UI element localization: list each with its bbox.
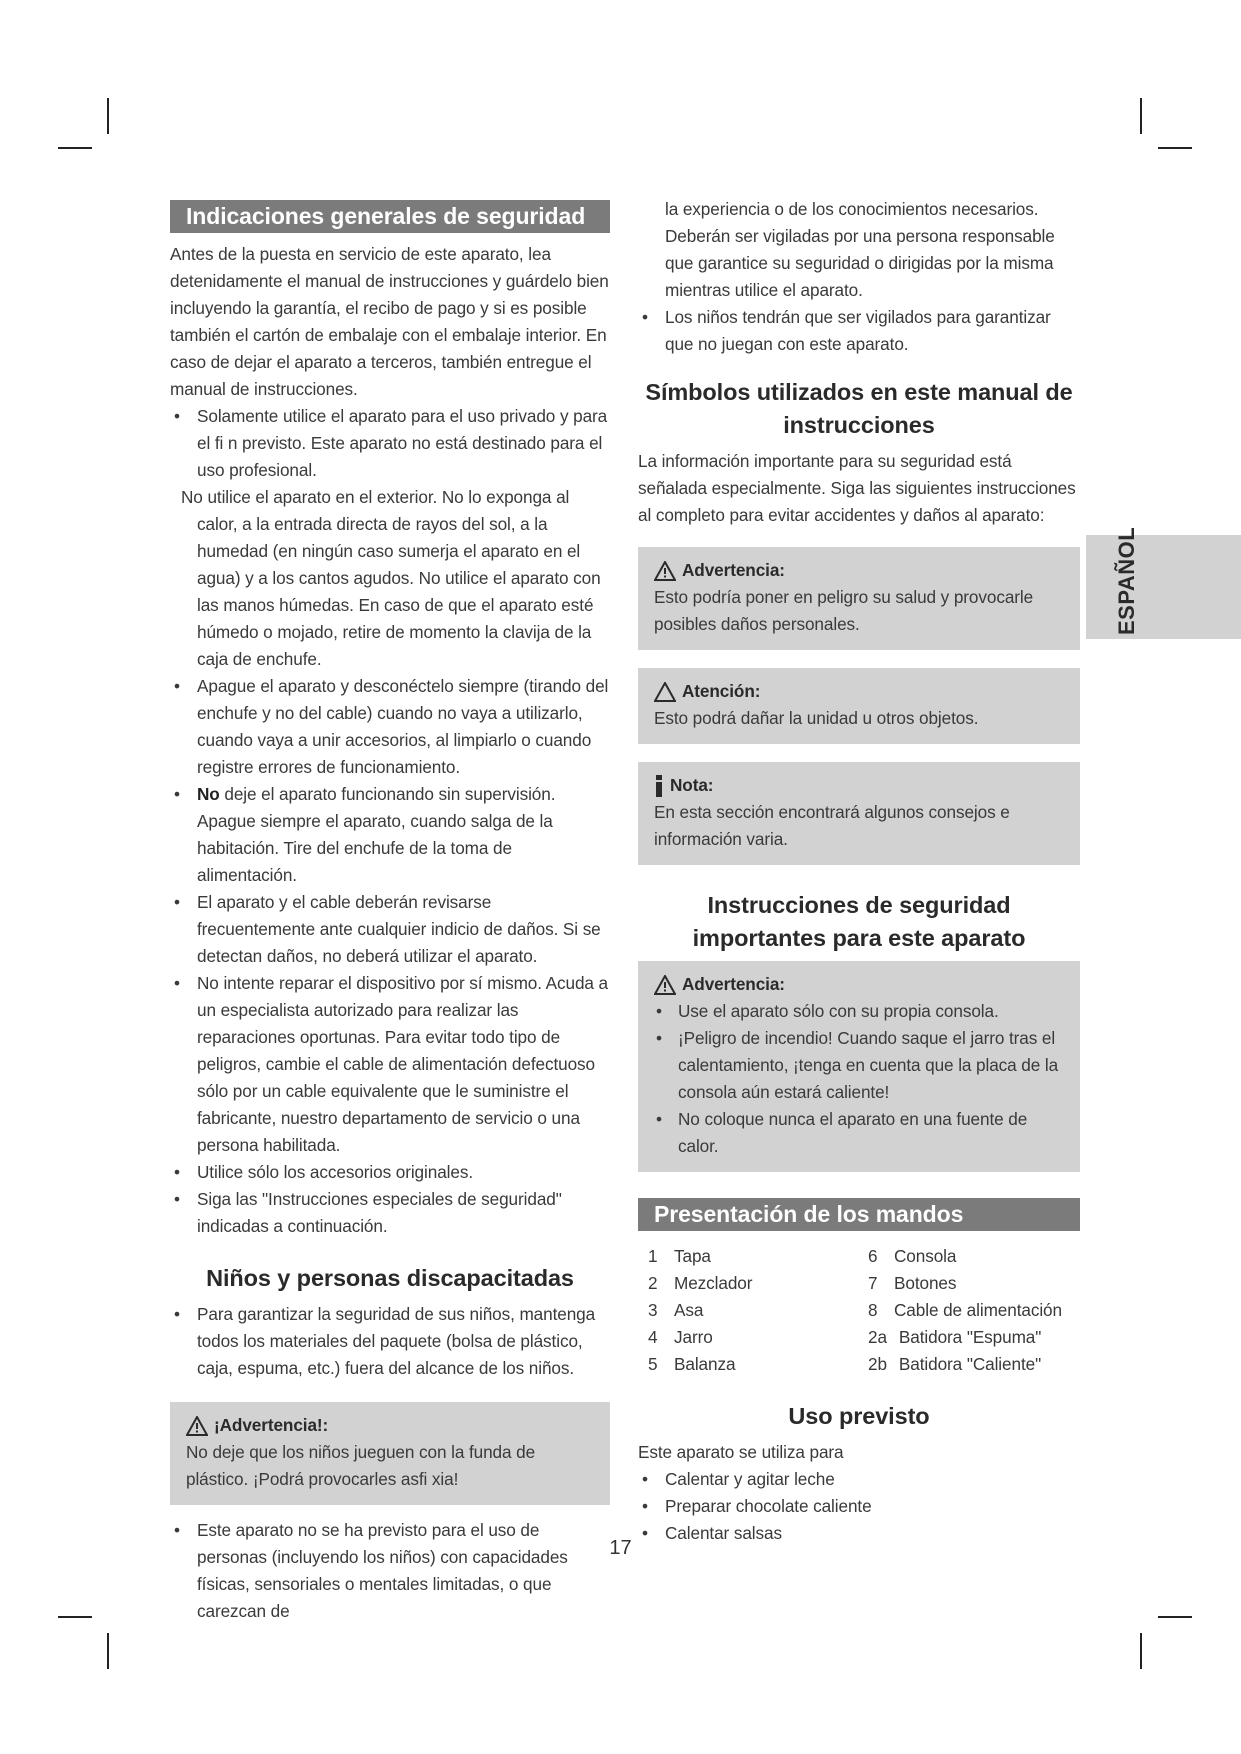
part-label: Tapa — [674, 1246, 711, 1266]
part-label: Jarro — [674, 1327, 713, 1347]
list-item: • El aparato y el cable deberán revisarse frecuentemente ante cualquier indicio de daños. Si se detectan daños, no deberá utilizar el aparato. — [170, 889, 610, 970]
use-list — [638, 1466, 1080, 1547]
part-item — [638, 1243, 858, 1270]
list-item: No utilice el aparato en el exterior. No lo exponga al calor, a la entrada directa de rayos del sol, a la humedad (en ningún caso sumerja el aparato en el agua) y a los cantos agudos. No utilice el aparato con las manos húmedas. En caso de que el aparato esté húmedo o mojado, retire de momento la clavija de la caja de enchufe. — [181, 487, 601, 669]
list-item: • Use el aparato sólo con su propia consola. — [654, 998, 1064, 1025]
part-label: Mezclador — [674, 1273, 753, 1293]
part-number: 7 — [868, 1273, 878, 1293]
part-label: Batidora "Caliente" — [898, 1354, 1042, 1374]
nota-title — [654, 772, 1064, 799]
part-number: 1 — [648, 1246, 658, 1266]
part-item — [858, 1243, 1080, 1270]
warning-box — [170, 1402, 610, 1505]
part-item — [858, 1270, 1080, 1297]
list-item: • Preparar chocolate caliente — [638, 1493, 1080, 1520]
language-tab — [1086, 526, 1241, 639]
symbols-heading: Símbolos utilizados en este manual de instrucciones — [645, 379, 1073, 438]
part-number: 3 — [648, 1300, 658, 1320]
disabled-list — [170, 1517, 610, 1625]
list-item: • Siga las "Instrucciones especiales de seguridad" indicadas a continuación. — [170, 1186, 610, 1240]
crop-mark — [1158, 147, 1192, 149]
warning-title-text: ¡Advertencia!: — [214, 1415, 329, 1435]
use-intro: Este aparato se utiliza para — [638, 1442, 844, 1462]
list-item: • Solamente utilice el aparato para el uso privado y para el fi n previsto. Este aparato no está destinado para el uso profesional. — [170, 403, 610, 484]
list-item: • No intente reparar el dispositivo por sí mismo. Acuda a un especialista autorizado para realizar las reparaciones oportunas. Para evitar todo tipo de peligros, cambie el cable de alimentación defectuoso sólo por un cable equivalente que le suministre el fabricante, nuestro departamento de servicio o una persona habilitada. — [170, 970, 610, 1159]
list-item-text: deje el aparato funcionando sin supervisión. Apague siempre el aparato, cuando salga de la habitación. Tire del enchufe de la toma de alimentación. — [197, 784, 556, 885]
nota-title-text: Nota: — [670, 775, 714, 795]
safety-list — [170, 403, 610, 484]
caution-triangle-icon — [654, 682, 676, 702]
part-label: Botones — [894, 1273, 957, 1293]
crop-mark — [107, 1633, 109, 1669]
advertencia-title-text: Advertencia: — [682, 560, 785, 580]
part-label: Batidora "Espuma" — [898, 1327, 1042, 1347]
part-label: Balanza — [674, 1354, 736, 1374]
warning-text: No deje que los niños jueguen con la funda de plástico. ¡Podrá provocarles asfi xia! — [186, 1442, 536, 1489]
list-item: • Los niños tendrán que ser vigilados para garantizar que no juegan con este aparato. — [638, 304, 1080, 358]
list-item: • Apague el aparato y desconéctelo siempre (tirando del enchufe y no del cable) cuando no vaya a utilizarlo, cuando vaya a unir accesorios, al limpiarlo o cuando registre errores de funcionamiento. — [170, 673, 610, 781]
important-heading: Instrucciones de seguridad importantes para este aparato — [692, 892, 1026, 951]
part-number: 2a — [868, 1327, 887, 1347]
list-item: • ¡Peligro de incendio! Cuando saque el jarro tras el calentamiento, ¡tenga en cuenta que la placa de la consola aún estará caliente! — [654, 1025, 1064, 1106]
warning-triangle-icon — [654, 975, 676, 995]
nota-box — [638, 762, 1080, 865]
list-item: • Para garantizar la seguridad de sus niños, mantenga todos los materiales del paquete (bolsa de plástico, caja, espuma, etc.) fuera del alcance de los niños. — [170, 1301, 610, 1382]
part-item — [638, 1351, 858, 1378]
part-item — [858, 1351, 1080, 1378]
important-warning-title-text: Advertencia: — [682, 974, 785, 994]
part-number: 6 — [868, 1246, 878, 1266]
part-label: Consola — [894, 1246, 957, 1266]
warning-title — [186, 1412, 594, 1439]
list-item: • Calentar salsas — [638, 1520, 1080, 1547]
language-tab-label: ESPAÑOL — [1114, 526, 1139, 635]
part-item — [638, 1324, 858, 1351]
part-number: 5 — [648, 1354, 658, 1374]
parts-list — [638, 1243, 1080, 1378]
important-list — [654, 998, 1064, 1160]
left-column — [170, 200, 610, 1625]
continued-list — [638, 304, 1080, 358]
part-item — [638, 1270, 858, 1297]
advertencia-box — [638, 547, 1080, 650]
use-heading: Uso previsto — [788, 1403, 930, 1429]
info-icon — [654, 775, 664, 797]
atencion-title — [654, 678, 1064, 705]
crop-mark — [1158, 1616, 1192, 1618]
part-number: 8 — [868, 1300, 878, 1320]
crop-mark — [1140, 1633, 1142, 1669]
kids-list — [170, 1301, 610, 1382]
intro-paragraph: Antes de la puesta en servicio de este aparato, lea detenidamente el manual de instrucciones y guárdelo bien incluyendo la garantía, el recibo de pago y si es posible también el cartón de embalaje con el embalaje interior. En caso de dejar el aparato a terceros, también entregue el manual de instrucciones. — [170, 244, 609, 399]
part-label: Asa — [674, 1300, 704, 1320]
list-item: • Calentar y agitar leche — [638, 1466, 1080, 1493]
atencion-text: Esto podrá dañar la unidad u otros objetos. — [654, 708, 979, 728]
part-item — [638, 1297, 858, 1324]
part-label: Cable de alimentación — [894, 1300, 1062, 1320]
part-item — [858, 1324, 1080, 1351]
continued-text: la experiencia o de los conocimientos necesarios. Deberán ser vigiladas por una persona responsable que garantice su seguridad o dirigidas por la misma mientras utilice el aparato. — [665, 199, 1055, 300]
list-item — [170, 781, 610, 889]
warning-triangle-icon — [186, 1416, 208, 1436]
symbols-intro: La información importante para su seguridad está señalada especialmente. Siga las siguientes instrucciones al completo para evitar accidentes y daños al aparato: — [638, 451, 1076, 525]
right-column — [638, 196, 1080, 1547]
list-item: • Utilice sólo los accesorios originales. — [170, 1159, 610, 1186]
warning-triangle-icon — [654, 561, 676, 581]
crop-mark — [1140, 98, 1142, 134]
crop-mark — [107, 98, 109, 134]
list-item: • No coloque nunca el aparato en una fuente de calor. — [654, 1106, 1064, 1160]
section-heading-controls: Presentación de los mandos — [638, 1198, 1080, 1231]
list-item: • Este aparato no se ha previsto para el uso de personas (incluyendo los niños) con capacidades físicas, sensoriales o mentales limitadas, o que carezcan de — [170, 1517, 610, 1625]
bold-word: No — [197, 784, 220, 804]
crop-mark — [58, 1616, 92, 1618]
section-heading-general-safety: Indicaciones generales de seguridad — [170, 200, 610, 233]
part-item — [858, 1297, 1080, 1324]
advertencia-title — [654, 557, 1064, 584]
part-number: 2 — [648, 1273, 658, 1293]
safety-list — [170, 673, 610, 1240]
nota-text: En esta sección encontrará algunos consejos e información varia. — [654, 802, 1010, 849]
part-number: 4 — [648, 1327, 658, 1347]
part-number: 2b — [868, 1354, 887, 1374]
important-warning-title — [654, 971, 1064, 998]
kids-heading: Niños y personas discapacitadas — [206, 1265, 574, 1291]
atencion-title-text: Atención: — [682, 681, 761, 701]
page-number: 17 — [609, 1537, 632, 1559]
atencion-box — [638, 668, 1080, 744]
important-warning-box — [638, 961, 1080, 1172]
crop-mark — [58, 147, 92, 149]
advertencia-text: Esto podría poner en peligro su salud y provocarle posibles daños personales. — [654, 587, 1034, 634]
